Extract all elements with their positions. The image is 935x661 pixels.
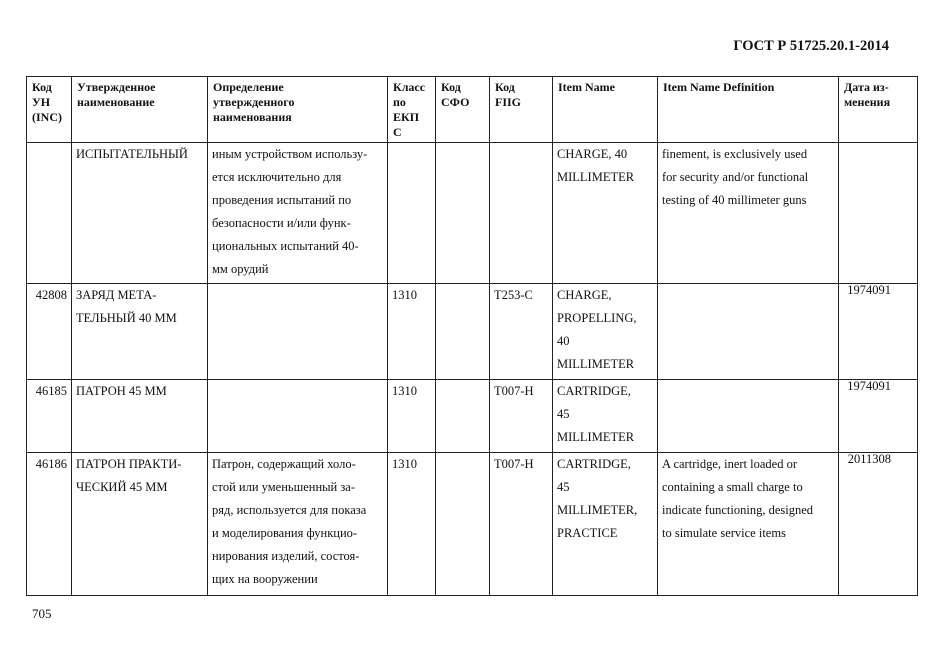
fiig-cell: T007-H	[490, 380, 553, 453]
page-number: 705	[32, 606, 52, 621]
cell-text-line: УН	[32, 95, 51, 109]
cell-text-line: менения	[844, 95, 891, 109]
fiig-cell: T253-C	[490, 284, 553, 380]
cell-text-line: наименования	[213, 110, 292, 124]
cell-text-line: Item Name	[558, 80, 615, 94]
sfo-cell	[436, 453, 490, 596]
cell-text-line: Item Name Definition	[663, 80, 775, 94]
header-inc-code	[27, 77, 72, 143]
definition-cell	[208, 380, 388, 453]
class-cell: 1310	[388, 380, 436, 453]
cell-text-line: нирования изделий, состоя-	[212, 549, 360, 563]
cell-text-line: ИСПЫТАТЕЛЬНЫЙ	[76, 147, 188, 161]
change-date-cell: 1974091	[839, 380, 918, 453]
definition-cell	[208, 284, 388, 380]
item-name-cell	[553, 284, 658, 380]
cell-text-line: ЧЕСКИЙ 45 ММ	[76, 480, 168, 494]
class-cell	[388, 143, 436, 284]
cell-text-line: A cartridge, inert loaded or	[662, 457, 798, 471]
cell-text-line: щих на вооружении	[212, 572, 318, 586]
inc-code-cell: 46186	[27, 453, 72, 596]
cell-text-line: ПАТРОН 45 ММ	[76, 384, 167, 398]
cell-text-line: PROPELLING,	[557, 311, 637, 325]
cell-text-line: 40	[557, 334, 570, 348]
fiig-cell	[490, 143, 553, 284]
approved-name-cell	[72, 284, 208, 380]
cell-text-line: по	[393, 95, 406, 109]
header-item-name	[553, 77, 658, 143]
table-header-row	[27, 77, 918, 143]
class-cell: 1310	[388, 453, 436, 596]
cell-text-line: MILLIMETER	[557, 430, 635, 444]
cell-text-line: indicate functioning, designed	[662, 503, 814, 517]
cell-text-line: ЗАРЯД МЕТА-	[76, 288, 157, 302]
definition-cell	[208, 453, 388, 596]
cell-text-line: CARTRIDGE,	[557, 457, 631, 471]
cell-text-line: ряд, используется для показа	[212, 503, 367, 517]
approved-name-cell	[72, 380, 208, 453]
cell-text-line: циональных испытаний 40-	[212, 239, 359, 253]
cell-text-line: Дата из-	[844, 80, 889, 94]
cell-text-line: MILLIMETER	[557, 170, 635, 184]
item-name-cell	[553, 143, 658, 284]
cell-text-line: (INC)	[32, 110, 62, 124]
header-approved-name	[72, 77, 208, 143]
cell-text-line: CARTRIDGE,	[557, 384, 631, 398]
cell-text-line: Утвержденное	[77, 80, 156, 94]
cell-text-line: ПАТРОН ПРАКТИ-	[76, 457, 182, 471]
sfo-cell	[436, 143, 490, 284]
item-name-cell	[553, 453, 658, 596]
cell-text-line: containing a small charge to	[662, 480, 803, 494]
header-item-definition	[658, 77, 839, 143]
fiig-cell: T007-H	[490, 453, 553, 596]
document-standard-number: ГОСТ Р 51725.20.1-2014	[733, 38, 889, 54]
cell-text-line: CHARGE, 40	[557, 147, 628, 161]
item-definition-cell	[658, 453, 839, 596]
cell-text-line: мм орудий	[212, 262, 269, 276]
class-cell: 1310	[388, 284, 436, 380]
definition-cell	[208, 143, 388, 284]
header-change-date	[839, 77, 918, 143]
sfo-cell	[436, 380, 490, 453]
header-class	[388, 77, 436, 143]
item-definition-cell	[658, 380, 839, 453]
cell-text-line: to simulate service items	[662, 526, 786, 540]
cell-text-line: for security and/or functional	[662, 170, 809, 184]
inc-table	[26, 76, 918, 596]
inc-code-cell: 46185	[27, 380, 72, 453]
item-definition-cell	[658, 143, 839, 284]
cell-text-line: MILLIMETER	[557, 357, 635, 371]
cell-text-line: ТЕЛЬНЫЙ 40 ММ	[76, 311, 177, 325]
header-fiig-code	[490, 77, 553, 143]
item-definition-cell	[658, 284, 839, 380]
cell-text-line: finement, is exclusively used	[662, 147, 808, 161]
cell-text-line: стой или уменьшенный за-	[212, 480, 355, 494]
cell-text-line: PRACTICE	[557, 526, 618, 540]
cell-text-line: Класс	[393, 80, 426, 94]
item-name-cell	[553, 380, 658, 453]
cell-text-line: иным устройством использу-	[212, 147, 368, 161]
header-definition	[208, 77, 388, 143]
cell-text-line: Код	[441, 80, 461, 94]
cell-text-line: 45	[557, 407, 570, 421]
inc-code-cell: 42808	[27, 284, 72, 380]
approved-name-cell	[72, 143, 208, 284]
sfo-cell	[436, 284, 490, 380]
approved-name-cell	[72, 453, 208, 596]
cell-text-line: Код	[495, 80, 515, 94]
cell-text-line: Патрон, содержащий холо-	[212, 457, 356, 471]
inc-code-cell	[27, 143, 72, 284]
cell-text-line: MILLIMETER,	[557, 503, 638, 517]
cell-text-line: 45	[557, 480, 570, 494]
cell-text-line: проведения испытаний по	[212, 193, 352, 207]
cell-text-line: ЕКП	[393, 110, 420, 124]
cell-text-line: СФО	[441, 95, 470, 109]
change-date-cell: 2011308	[839, 453, 918, 596]
cell-text-line: Определение	[213, 80, 284, 94]
cell-text-line: FIIG	[495, 95, 522, 109]
cell-text-line: Код	[32, 80, 52, 94]
cell-text-line: CHARGE,	[557, 288, 612, 302]
table-row	[27, 453, 918, 596]
change-date-cell	[839, 143, 918, 284]
table-row	[27, 284, 918, 380]
cell-text-line: безопасности и/или функ-	[212, 216, 351, 230]
cell-text-line: утвержденного	[213, 95, 295, 109]
cell-text-line: наименование	[77, 95, 155, 109]
cell-text-line: С	[393, 125, 402, 139]
cell-text-line: и моделирования функцио-	[212, 526, 358, 540]
header-sfo-code	[436, 77, 490, 143]
change-date-cell: 1974091	[839, 284, 918, 380]
table-row	[27, 143, 918, 284]
cell-text-line: ется исключительно для	[212, 170, 342, 184]
table-row	[27, 380, 918, 453]
cell-text-line: testing of 40 millimeter guns	[662, 193, 807, 207]
